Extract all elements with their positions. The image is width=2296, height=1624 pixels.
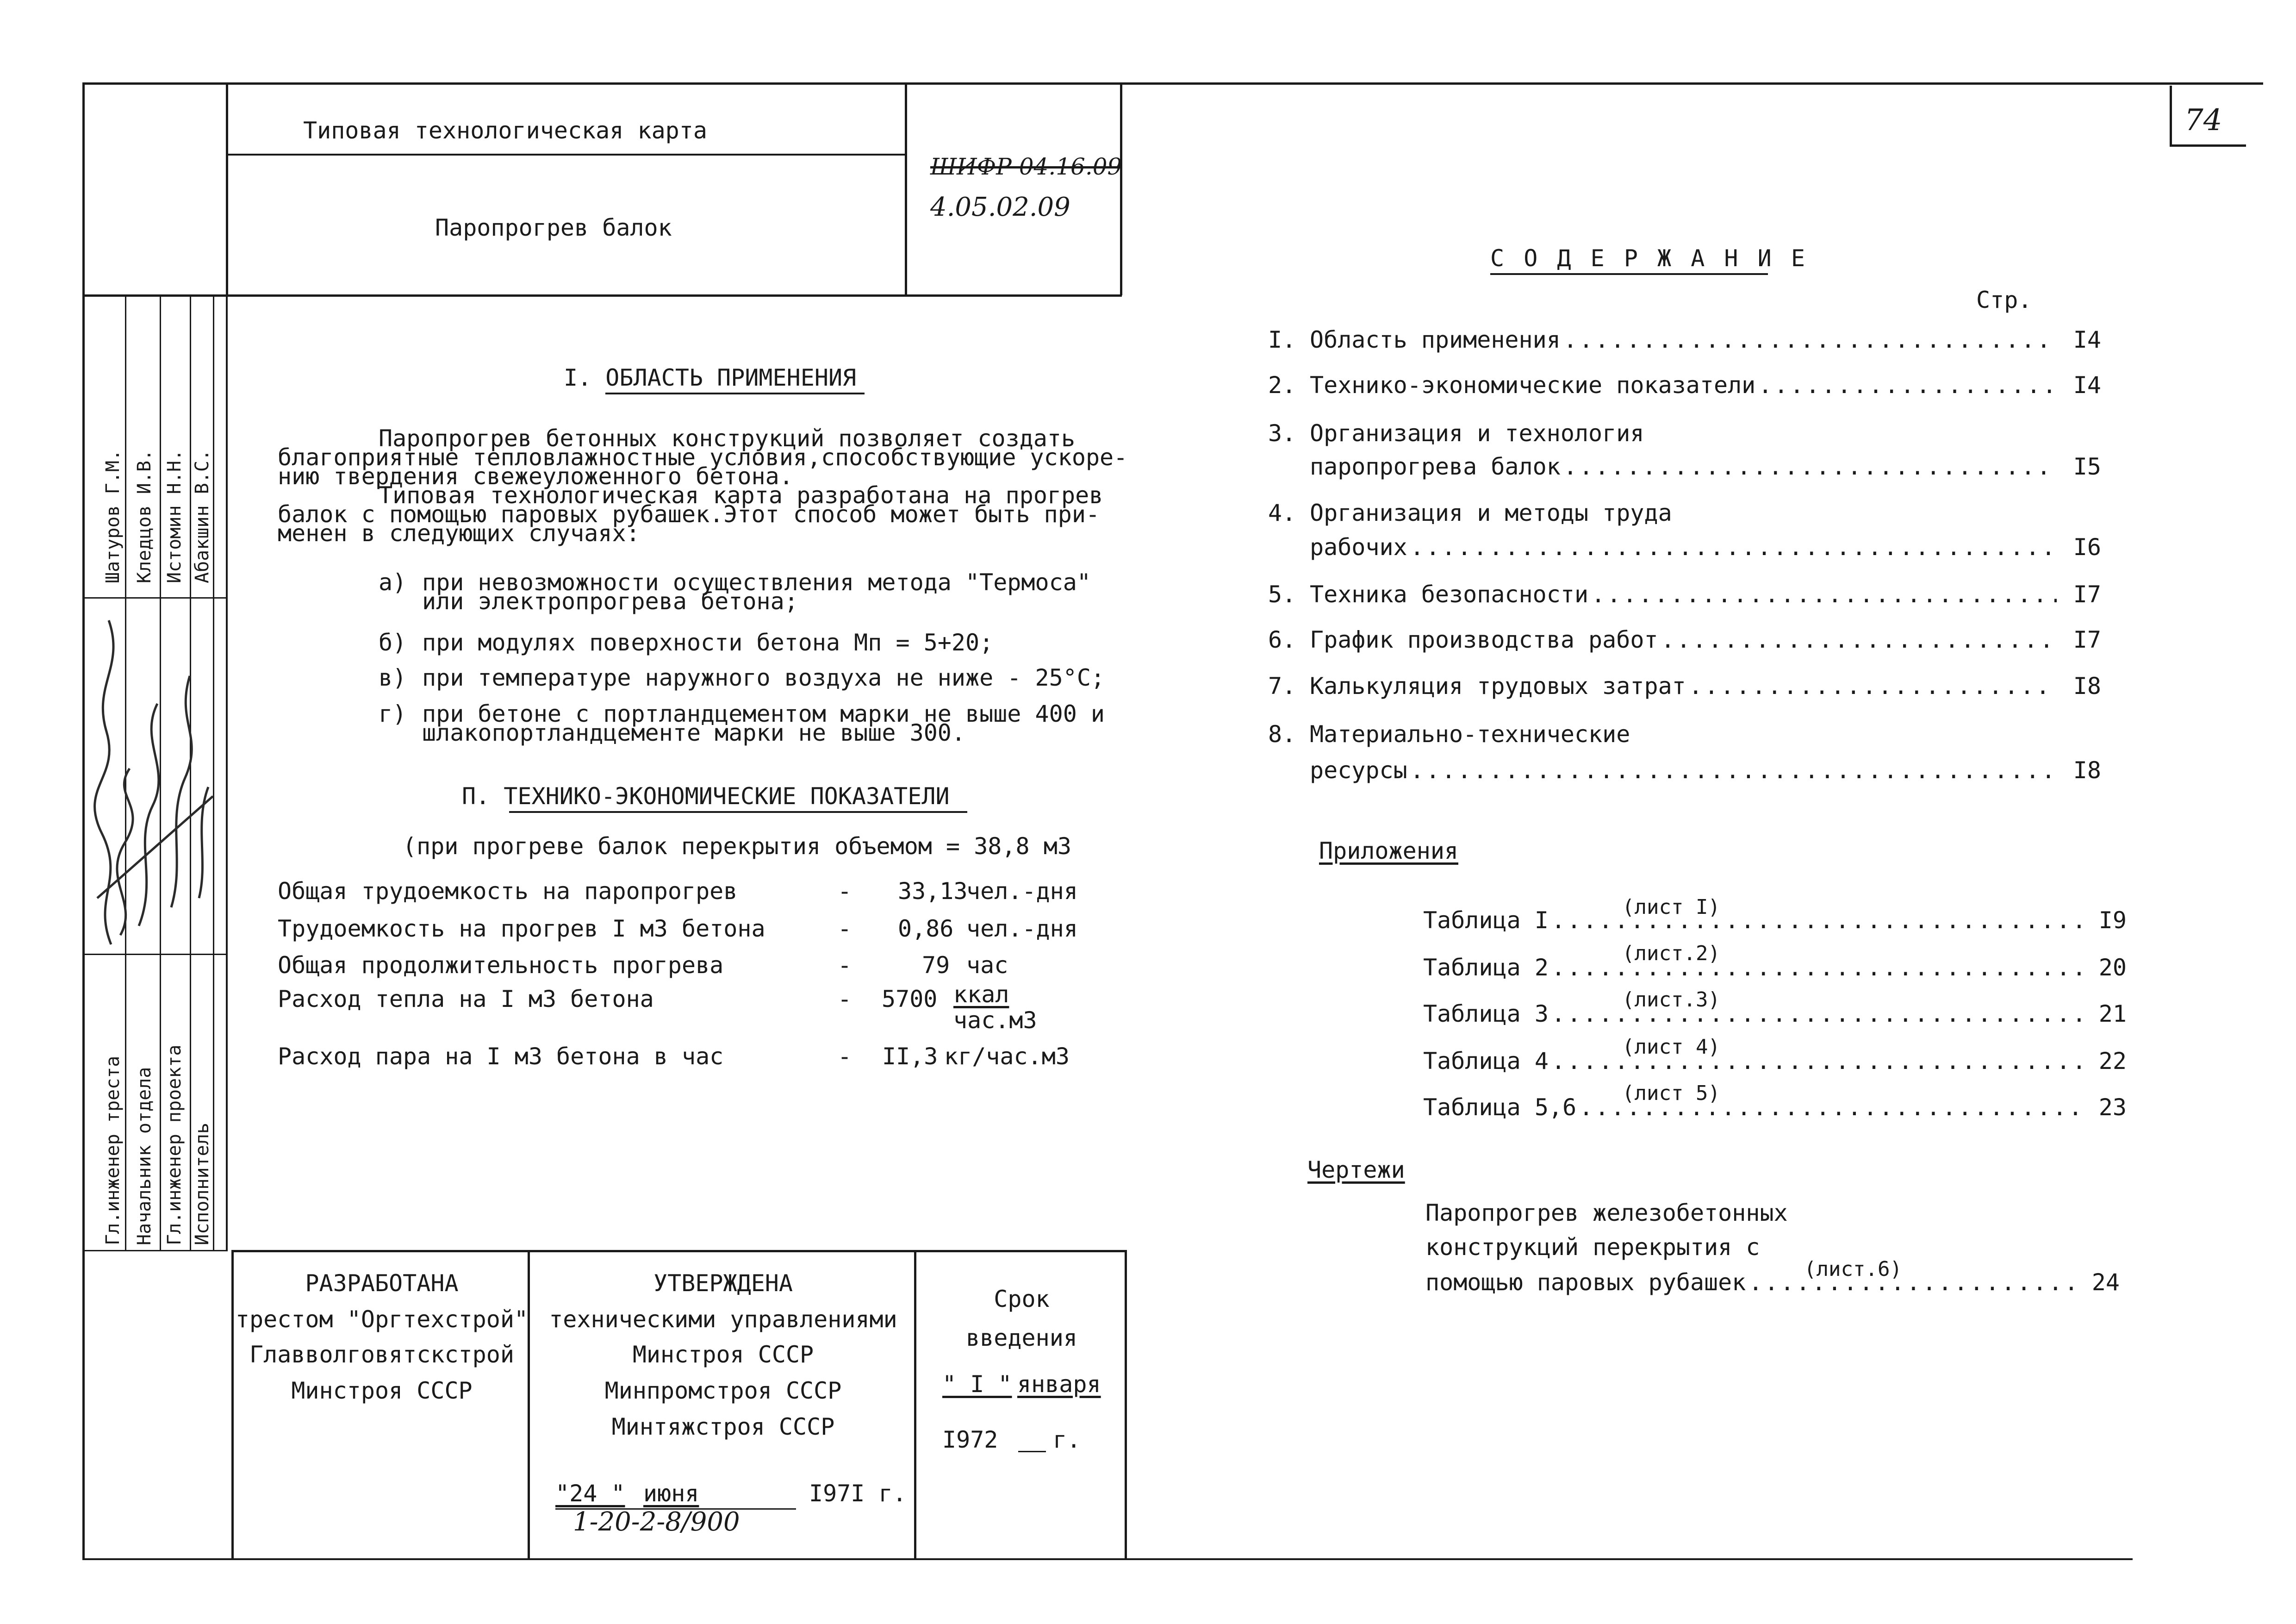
contents-item-num: 4. — [1268, 500, 1296, 526]
effective-month: января — [1017, 1371, 1101, 1398]
contents-item-page: I7 — [2073, 626, 2101, 653]
section1-para1-line1: Паропрогрев бетонных конструкций позволяет создать — [379, 425, 1076, 452]
section2-title — [462, 782, 950, 810]
developed-line-4: Минстроя СССР — [291, 1377, 473, 1404]
appendix-item-page: 20 — [2098, 954, 2127, 981]
approved-line-5: Минтяжстроя СССР — [611, 1413, 835, 1440]
case-c-line1: при температуре наружного воздуха не ниже - 25°С; — [422, 664, 1105, 691]
approved-number: 1-20-2-8/900 — [573, 1507, 740, 1537]
indicator-3-name: Общая продолжительность прогрева — [278, 952, 724, 979]
frame-bottom — [82, 1558, 2133, 1560]
indicator-5-dash: - — [838, 1043, 852, 1070]
position-1: Гл.инженер треста — [102, 1056, 124, 1245]
appendix-item-page: 23 — [2098, 1094, 2127, 1121]
section2-title-text: П. ТЕХНИКО-ЭКОНОМИЧЕСКИЕ ПОКАЗАТЕЛИ — [462, 783, 950, 810]
developed-line-3: Главволговятскстрой — [249, 1341, 514, 1368]
case-b-line1: при модулях поверхности бетона Мп = 5+20; — [422, 629, 994, 656]
contents-item-page: I4 — [2073, 372, 2101, 399]
case-c-label: в) — [379, 664, 407, 691]
drawing-line-2: конструкций перекрытия с — [1425, 1234, 1760, 1261]
appendix-item — [1423, 954, 2127, 981]
indicator-1-value: 33,13 — [898, 878, 968, 905]
indicator-4-name: Расход тепла на I м3 бетона — [278, 986, 654, 1012]
developed-line-1: РАЗРАБОТАНА — [305, 1270, 459, 1297]
drawing-note: (лист.6) — [1804, 1257, 1902, 1281]
approved-line-3: Минстроя СССР — [632, 1341, 814, 1368]
contents-item-label: График производства работ — [1310, 626, 1658, 653]
drawings-title: Чертежи — [1307, 1156, 1405, 1183]
indicator-2-name: Трудоемкость на прогрев I м3 бетона — [278, 915, 765, 942]
case-d-line1: при бетоне с портландцементом марки не выше 400 и — [422, 700, 1105, 727]
approved-year: I97I г. — [809, 1480, 907, 1507]
case-a-label: а) — [379, 569, 407, 596]
person-name-2: Кледцов И.В. — [134, 450, 155, 583]
contents-item-label: ресурсы — [1310, 757, 1407, 784]
case-a-line2: или электропрогрева бетона; — [422, 588, 798, 615]
stamp-title: Паропрогрев балок — [435, 214, 672, 241]
approved-day: "24 " — [555, 1480, 625, 1507]
indicator-5-value: II,3 — [882, 1043, 938, 1070]
drawing-line-3 — [1425, 1268, 2120, 1296]
indicator-4-dash: - — [838, 986, 852, 1012]
indicator-2-value: 0,86 — [898, 915, 954, 942]
effective-year-suffix: г. — [1053, 1426, 1081, 1453]
section1-title — [564, 364, 856, 392]
appendix-list — [1423, 0, 2127, 1157]
indicator-1-unit: чел.-дня — [966, 878, 1078, 905]
appendix-item — [1423, 1047, 2127, 1075]
contents-item-num: 8. — [1268, 721, 1296, 748]
approved-line-1: УТВЕРЖДЕНА — [653, 1270, 793, 1297]
effective-day: " I " — [942, 1371, 1012, 1398]
signatures-image — [83, 602, 222, 954]
drawing-page: 24 — [2091, 1269, 2120, 1296]
indicator-4-unit-denominator: час.м3 — [953, 1007, 1037, 1034]
contents-item-label: Технико-экономические показатели — [1310, 372, 1756, 399]
appendix-item-name: Таблица 3 — [1423, 1000, 1549, 1027]
indicator-5-name: Расход пара на I м3 бетона в час — [278, 1043, 724, 1070]
stamp-code-struck: ШИФР 04.16.09 — [930, 153, 1122, 180]
contents-item-label: Организация и методы труда — [1310, 500, 1672, 526]
person-name-4: Абакшин В.С. — [192, 450, 213, 583]
contents-item-page: I6 — [2073, 534, 2101, 561]
section2-subtitle: (при прогреве балок перекрытия объемом = 38,8 м3 — [403, 833, 1071, 860]
indicator-1-dash: - — [838, 878, 852, 905]
contents-item-page: I8 — [2073, 673, 2101, 700]
indicator-3-dash: - — [838, 952, 852, 979]
contents-page-header: Стр. — [1976, 287, 2032, 313]
indicator-4-value: 5700 — [882, 986, 938, 1012]
leader-dots — [1748, 1268, 2080, 1296]
appendix-note-1: (лист I) — [1622, 895, 1720, 919]
contents-item-page: I5 — [2073, 453, 2101, 480]
contents-item-label: паропрогрева балок — [1310, 453, 1561, 480]
appendix-note-4: (лист 4) — [1622, 1035, 1720, 1059]
drawing-label: помощью паровых рубашек — [1425, 1269, 1746, 1296]
indicator-3-unit: час — [966, 952, 1008, 979]
appendix-item-name: Таблица 5,6 — [1423, 1094, 1577, 1121]
contents-item-page: I4 — [2073, 326, 2101, 353]
contents-item-num: 2. — [1268, 372, 1296, 399]
developed-line-2: трестом "Оргтехстрой" — [235, 1306, 529, 1333]
contents-item-label: Организация и технология — [1310, 420, 1644, 447]
contents-item-label: Калькуляция трудовых затрат — [1310, 673, 1686, 700]
indicator-1-name: Общая трудоемкость на паропрогрев — [278, 878, 738, 905]
appendix-item-page: 21 — [2098, 1000, 2127, 1027]
indicator-5-unit: кг/час.м3 — [944, 1043, 1070, 1070]
appendix-item-page: 22 — [2098, 1048, 2127, 1074]
appendix-item-name: Таблица 4 — [1423, 1048, 1549, 1074]
person-name-1: Шатуров Г.М. — [102, 450, 124, 583]
page-number: 74 — [2184, 103, 2222, 137]
contents-item-label: Материально-технические — [1310, 721, 1630, 748]
appendix-title: Приложения — [1319, 837, 1459, 864]
stamp-code: 4.05.02.09 — [930, 192, 1070, 222]
contents-item-num: I. — [1268, 326, 1296, 353]
contents-title: С О Д Е Р Ж А Н И Е — [1490, 245, 1808, 272]
section1-title-text: I. ОБЛАСТЬ ПРИМЕНЕНИЯ — [564, 364, 857, 391]
case-d-label: г) — [379, 700, 407, 727]
contents-item-label: рабочих — [1310, 534, 1407, 561]
section1-para2-line2: балок с помощью паровых рубашек.Этот способ может быть при- — [278, 501, 1100, 528]
section1-para2-line1: Типовая технологическая карта разработана на прогрев — [379, 482, 1103, 509]
indicator-3-value: 79 — [922, 952, 950, 979]
contents-item-label: Техника безопасности — [1310, 581, 1589, 608]
appendix-note-2: (лист.2) — [1622, 942, 1720, 965]
appendix-item-page: I9 — [2098, 907, 2127, 934]
indicator-2-dash: - — [838, 915, 852, 942]
approved-line-2: техническими управлениями — [549, 1306, 897, 1333]
effective-year: I972 — [942, 1426, 998, 1453]
appendix-item — [1423, 1093, 2127, 1121]
drawing-line-1: Паропрогрев железобетонных — [1425, 1199, 1788, 1226]
contents-item-num: 7. — [1268, 673, 1296, 700]
approved-line-4: Минпромстроя СССР — [604, 1377, 842, 1404]
effective-label-1: Срок — [994, 1286, 1050, 1312]
case-d-line2: шлакопортландцементе марки не выше 300. — [422, 719, 965, 746]
appendix-note-3: (лист.3) — [1622, 988, 1720, 1012]
section1-para1-line2: благоприятные тепловлажностные условия,способствующие ускоре- — [278, 444, 1128, 471]
indicator-4-unit: ккал — [953, 981, 1009, 1008]
contents-item-page: I8 — [2073, 757, 2101, 784]
case-b-label: б) — [379, 629, 407, 656]
appendix-item-name: Таблица 2 — [1423, 954, 1549, 981]
appendix-item — [1423, 906, 2127, 934]
appendix-note-5: (лист 5) — [1622, 1081, 1720, 1105]
appendix-item-name: Таблица I — [1423, 907, 1549, 934]
position-4: Исполнитель — [192, 1123, 213, 1245]
approved-month: июня — [643, 1480, 699, 1507]
effective-label-2: введения — [966, 1324, 1077, 1351]
position-3: Гл.инженер проекта — [164, 1044, 185, 1245]
appendix-item — [1423, 1000, 2127, 1028]
case-a-line1: при невозможности осуществления метода "Термоса" — [422, 569, 1091, 596]
position-2: Начальник отдела — [134, 1067, 155, 1245]
contents-item-num: 3. — [1268, 420, 1296, 447]
contents-item-num: 5. — [1268, 581, 1296, 608]
contents-item-page: I7 — [2073, 581, 2101, 608]
contents-item-label: Область применения — [1310, 326, 1561, 353]
section1-para2-line3: менен в следующих случаях: — [278, 520, 640, 547]
section1-para1-line3: нию твердения свежеуложенного бетона. — [278, 463, 793, 490]
contents-item-num: 6. — [1268, 626, 1296, 653]
indicator-2-unit: чел.-дня — [966, 915, 1078, 942]
person-name-3: Истомин Н.Н. — [164, 450, 185, 583]
stamp-header: Типовая технологическая карта — [303, 117, 707, 144]
